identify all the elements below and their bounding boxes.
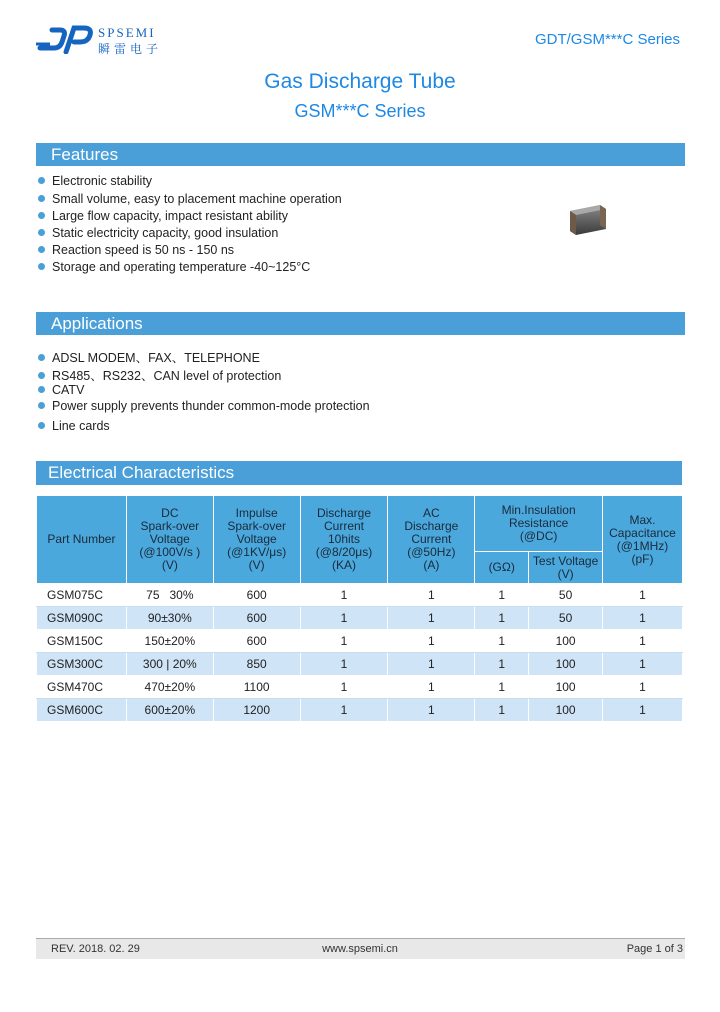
footer-page: Page 1 of 3 bbox=[626, 943, 683, 955]
cell-discharge: 1 bbox=[300, 653, 388, 676]
cell-part: GSM600C bbox=[37, 699, 127, 722]
header-insulation: Min.Insulation Resistance (@DC) bbox=[475, 496, 603, 552]
cell-insulation: 1 bbox=[475, 607, 529, 630]
header-insulation-unit: (GΩ) bbox=[475, 552, 529, 584]
component-image bbox=[566, 203, 608, 236]
document-title: Gas Discharge Tube bbox=[264, 70, 456, 93]
table-row bbox=[37, 630, 683, 653]
company-logo bbox=[36, 22, 176, 54]
cell-insulation: 1 bbox=[475, 676, 529, 699]
bullet-icon bbox=[38, 229, 45, 236]
cell-dc: 600±20% bbox=[126, 699, 213, 722]
cell-dc: 90±30% bbox=[126, 607, 213, 630]
cell-capacitance: 1 bbox=[603, 607, 683, 630]
electrical-heading: Electrical Characteristics bbox=[36, 461, 682, 485]
cell-impulse: 1100 bbox=[213, 676, 300, 699]
cell-discharge: 1 bbox=[300, 630, 388, 653]
footer-url[interactable]: www.spsemi.cn bbox=[322, 943, 398, 955]
bullet-icon bbox=[38, 246, 45, 253]
cell-part: GSM090C bbox=[37, 607, 127, 630]
cell-test-voltage: 50 bbox=[529, 607, 603, 630]
cell-dc: 150±20% bbox=[126, 630, 213, 653]
table-row bbox=[37, 676, 683, 699]
cell-ac: 1 bbox=[388, 584, 475, 607]
cell-test-voltage: 100 bbox=[529, 699, 603, 722]
features-heading: Features bbox=[36, 143, 685, 166]
cell-ac: 1 bbox=[388, 653, 475, 676]
feature-item: Static electricity capacity, good insulation bbox=[38, 226, 278, 240]
table-row bbox=[37, 653, 683, 676]
header-series: GDT/GSM***C Series bbox=[534, 31, 680, 48]
application-item: ADSL MODEM、FAX、TELEPHONE bbox=[38, 348, 260, 366]
applications-heading: Applications bbox=[36, 312, 685, 335]
cell-dc: 470±20% bbox=[126, 676, 213, 699]
bullet-icon bbox=[38, 422, 45, 429]
cell-part: GSM150C bbox=[37, 630, 127, 653]
header-test-voltage: Test Voltage (V) bbox=[529, 552, 603, 584]
feature-item: Large flow capacity, impact resistant ability bbox=[38, 209, 288, 223]
cell-part: GSM300C bbox=[37, 653, 127, 676]
brand-name-cn: 瞬雷电子 bbox=[98, 42, 163, 56]
cell-impulse: 1200 bbox=[213, 699, 300, 722]
cell-discharge: 1 bbox=[300, 676, 388, 699]
cell-test-voltage: 100 bbox=[529, 630, 603, 653]
cell-capacitance: 1 bbox=[603, 630, 683, 653]
cell-ac: 1 bbox=[388, 607, 475, 630]
application-item: Power supply prevents thunder common-mode protection bbox=[38, 399, 370, 413]
electrical-table bbox=[36, 495, 683, 722]
cell-capacitance: 1 bbox=[603, 699, 683, 722]
table-row bbox=[37, 699, 683, 722]
feature-item: Reaction speed is 50 ns - 150 ns bbox=[38, 243, 234, 257]
cell-insulation: 1 bbox=[475, 630, 529, 653]
cell-test-voltage: 100 bbox=[529, 653, 603, 676]
cell-dc: 300 | 20% bbox=[126, 653, 213, 676]
cell-part: GSM075C bbox=[37, 584, 127, 607]
cell-capacitance: 1 bbox=[603, 584, 683, 607]
cell-insulation: 1 bbox=[475, 653, 529, 676]
cell-test-voltage: 100 bbox=[529, 676, 603, 699]
applications-list bbox=[38, 348, 538, 438]
footer-revision: REV. 2018. 02. 29 bbox=[51, 943, 140, 955]
bullet-icon bbox=[38, 354, 45, 361]
bullet-icon bbox=[38, 177, 45, 184]
features-list bbox=[38, 174, 538, 284]
header-discharge-current: Discharge Current 10hits (@8/20μs) (KA) bbox=[300, 496, 388, 584]
cell-capacitance: 1 bbox=[603, 653, 683, 676]
cell-impulse: 850 bbox=[213, 653, 300, 676]
cell-ac: 1 bbox=[388, 699, 475, 722]
brand-name: SPSEMI bbox=[98, 25, 156, 40]
cell-discharge: 1 bbox=[300, 607, 388, 630]
feature-item: Small volume, easy to placement machine operation bbox=[38, 192, 342, 206]
header-capacitance: Max. Capacitance (@1MHz) (pF) bbox=[603, 496, 683, 584]
header-dc-sparkover: DC Spark-over Voltage (@100V/s ) (V) bbox=[126, 496, 213, 584]
bullet-icon bbox=[38, 372, 45, 379]
bullet-icon bbox=[38, 402, 45, 409]
cell-insulation: 1 bbox=[475, 584, 529, 607]
bullet-icon bbox=[38, 212, 45, 219]
cell-part: GSM470C bbox=[37, 676, 127, 699]
cell-ac: 1 bbox=[388, 676, 475, 699]
sp-logo-mark bbox=[36, 22, 96, 54]
bullet-icon bbox=[38, 263, 45, 270]
bullet-icon bbox=[38, 195, 45, 202]
cell-dc: 75 30% bbox=[126, 584, 213, 607]
cell-test-voltage: 50 bbox=[529, 584, 603, 607]
application-item: Line cards bbox=[38, 419, 110, 433]
cell-ac: 1 bbox=[388, 630, 475, 653]
feature-item: Electronic stability bbox=[38, 174, 152, 188]
cell-discharge: 1 bbox=[300, 699, 388, 722]
bullet-icon bbox=[38, 386, 45, 393]
cell-discharge: 1 bbox=[300, 584, 388, 607]
table-row bbox=[37, 584, 683, 607]
header-ac-discharge: AC Discharge Current (@50Hz) (A) bbox=[388, 496, 475, 584]
application-item: RS485、RS232、CAN level of protection bbox=[38, 366, 281, 384]
feature-item: Storage and operating temperature -40~125°C bbox=[38, 260, 310, 274]
document-subtitle: GSM***C Series bbox=[294, 101, 426, 121]
cell-impulse: 600 bbox=[213, 584, 300, 607]
cell-insulation: 1 bbox=[475, 699, 529, 722]
header-impulse-sparkover: Impulse Spark-over Voltage (@1KV/μs) (V) bbox=[213, 496, 300, 584]
cell-impulse: 600 bbox=[213, 607, 300, 630]
header-part-number: Part Number bbox=[37, 496, 127, 584]
cell-impulse: 600 bbox=[213, 630, 300, 653]
cell-capacitance: 1 bbox=[603, 676, 683, 699]
application-item: CATV bbox=[38, 383, 84, 397]
table-row bbox=[37, 607, 683, 630]
